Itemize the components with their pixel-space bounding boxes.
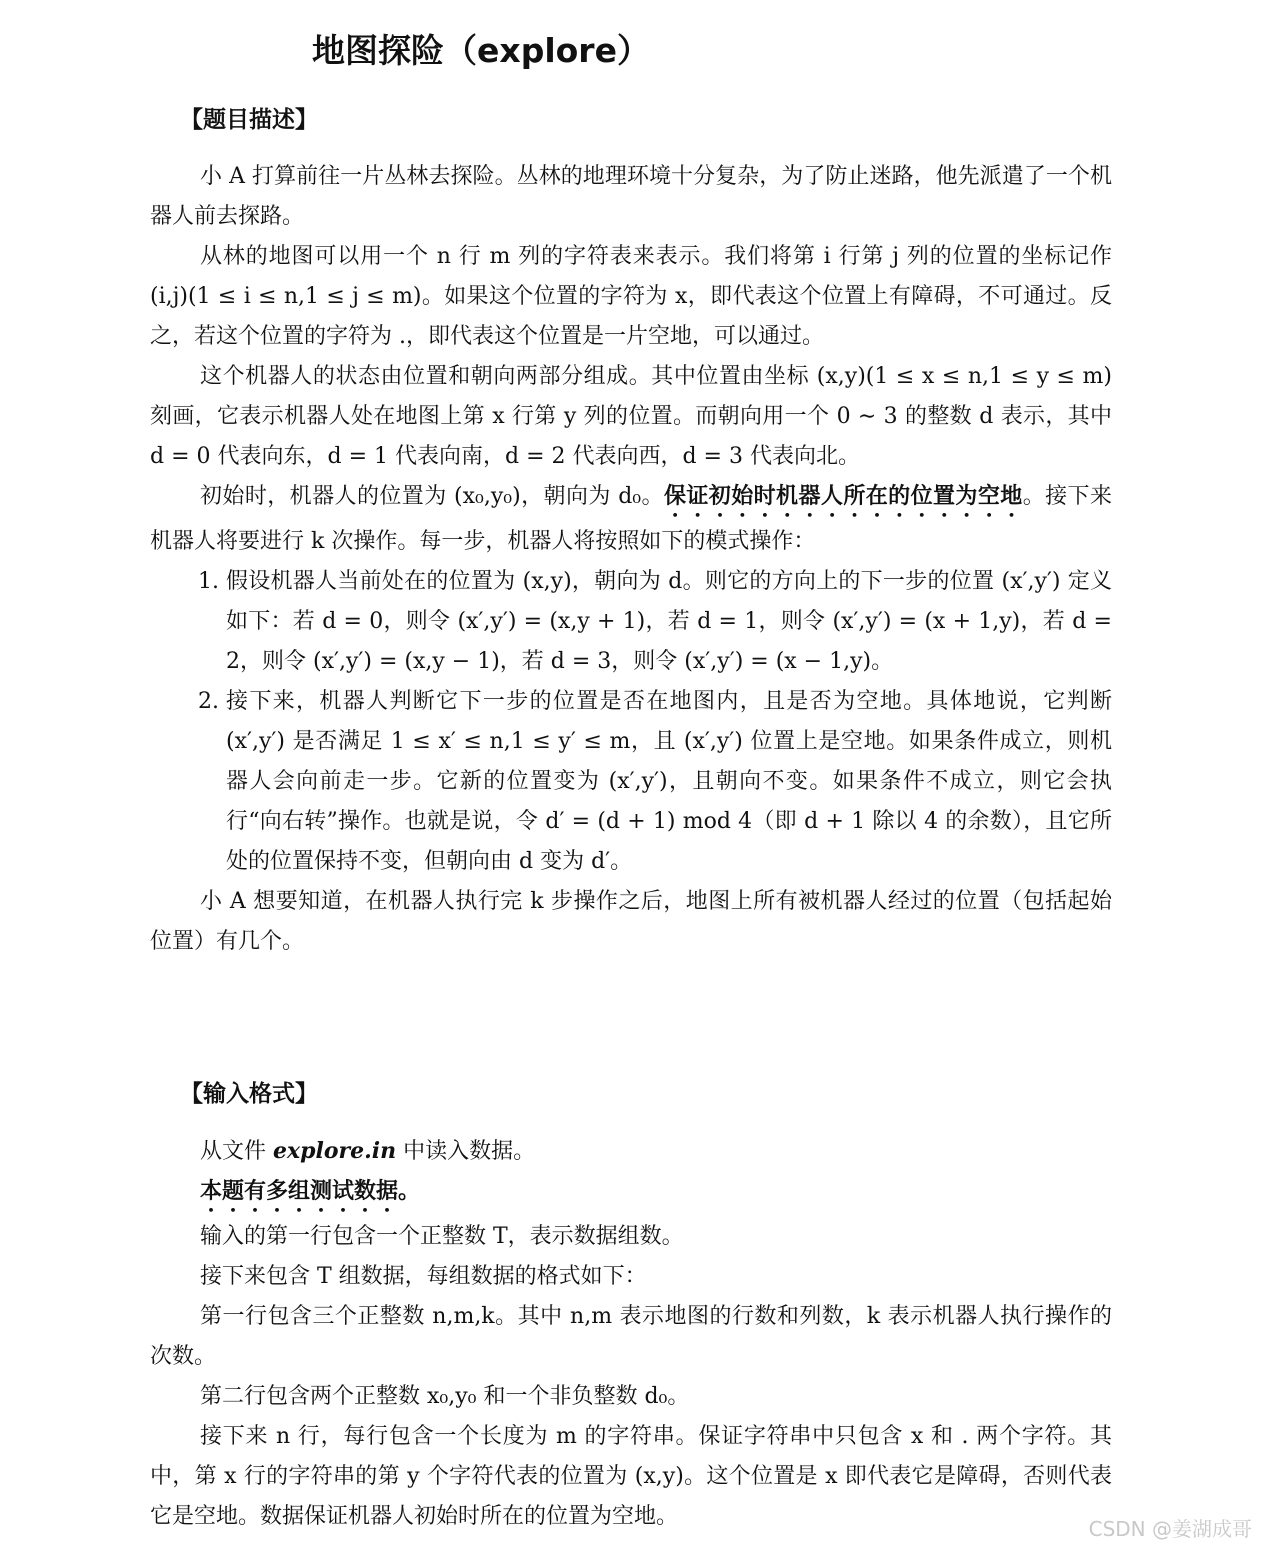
input-p1-end: 中读入数据。 <box>396 1139 536 1164</box>
section-heading-description: 【题目描述】 <box>180 107 318 133</box>
desc-p4-emphasis: 保证初始时机器人所在的位置为空地 <box>663 484 1023 509</box>
desc-paragraph-1: 小 A 打算前往一片丛林去探险。丛林的地理环境十分复杂，为了防止迷路，他先派遣了一个机器人前去探路。 <box>150 164 1112 229</box>
page-title: 地图探险（explore） <box>312 31 650 70</box>
input-paragraph-6: 第二行包含两个正整数 x₀,y₀ 和一个非负整数 d₀。 <box>200 1384 690 1409</box>
desc-paragraph-3: 这个机器人的状态由位置和朝向两部分组成。其中位置由坐标 (x,y)(1 ≤ x ≤ n,1 ≤ y ≤ m) 刻画，它表示机器人处在地图上第 x 行第 y 列的位置。而朝向用一个 0 ∼ 3 的整数 d 表示，其中 d = 0 代表向东，d = 1 代表向南，d = 2 代表向西，d = 3 代表向北。 <box>150 364 1112 469</box>
desc-p4-start: 初始时，机器人的位置为 (x₀,y₀)，朝向为 d₀。 <box>200 484 664 509</box>
input-paragraph-2 <box>150 1172 1112 1217</box>
input-paragraph-4: 接下来包含 T 组数据，每组数据的格式如下： <box>200 1264 647 1289</box>
desc-p4-end: 。接下来机器人将要进行 k 次操作。每一步，机器人将按照如下的模式操作： <box>150 484 1112 554</box>
desc-paragraph-4 <box>150 477 1112 562</box>
desc-paragraph-2: 从林的地图可以用一个 n 行 m 列的字符表来表示。我们将第 i 行第 j 列的位置的坐标记作 (i,j)(1 ≤ i ≤ n,1 ≤ j ≤ m)。如果这个位置的字符为 x，即代表这个位置上有障碍，不可通过。反之，若这个位置的字符为 .，即代表这个位置是一片空地，可以通过。 <box>150 244 1112 349</box>
watermark: CSDN @姜湖成哥 <box>1088 1517 1252 1541</box>
operation-step-2: 2. 接下来，机器人判断它下一步的位置是否在地图内，且是否为空地。具体地说，它判断 (x′,y′) 是否满足 1 ≤ x′ ≤ n,1 ≤ y′ ≤ m，且 (x′,y′) 位置上是空地。如果条件成立，则机器人会向前走一步。它新的位置变为 (x′,y′)，且朝向不变。如果条件不成立，则它会执行“向右转”操作。也就是说，令 d′ = (d + 1) mod 4（即 d + 1 除以 4 的余数），且它所处的位置保持不变，但朝向由 d 变为 d′。 <box>226 682 1112 882</box>
input-paragraph-1 <box>150 1131 1112 1172</box>
input-multi-test-emphasis: 本题有多组测试数据。 <box>200 1179 421 1204</box>
operation-step-1: 1. 假设机器人当前处在的位置为 (x,y)，朝向为 d。则它的方向上的下一步的位置 (x′,y′) 定义如下：若 d = 0，则令 (x′,y′) = (x,y + 1)，若 d = 1，则令 (x′,y′) = (x + 1,y)，若 d = 2，则令 (x′,y′) = (x,y − 1)，若 d = 3，则令 (x′,y′) = (x − 1,y)。 <box>226 562 1112 682</box>
input-p1-start: 从文件 <box>200 1139 273 1164</box>
input-block <box>150 1131 1112 1537</box>
input-paragraph-7: 接下来 n 行，每行包含一个长度为 m 的字符串。保证字符串中只包含 x 和 . 两个字符。其中，第 x 行的字符串的第 y 个字符代表的位置为 (x,y)。这个位置是 x 即代表它是障碍，否则代表它是空地。数据保证机器人初始时所在的位置为空地。 <box>150 1424 1112 1529</box>
operation-list <box>150 562 1112 882</box>
input-paragraph-3: 输入的第一行包含一个正整数 T，表示数据组数。 <box>200 1224 684 1249</box>
desc-paragraph-5: 小 A 想要知道，在机器人执行完 k 步操作之后，地图上所有被机器人经过的位置（包括起始位置）有几个。 <box>150 889 1112 954</box>
input-filename: explore.in <box>273 1138 397 1164</box>
section-heading-input: 【输入格式】 <box>180 1081 318 1107</box>
input-paragraph-5: 第一行包含三个正整数 n,m,k。其中 n,m 表示地图的行数和列数，k 表示机器人执行操作的次数。 <box>150 1304 1112 1369</box>
description-block <box>150 157 1112 962</box>
